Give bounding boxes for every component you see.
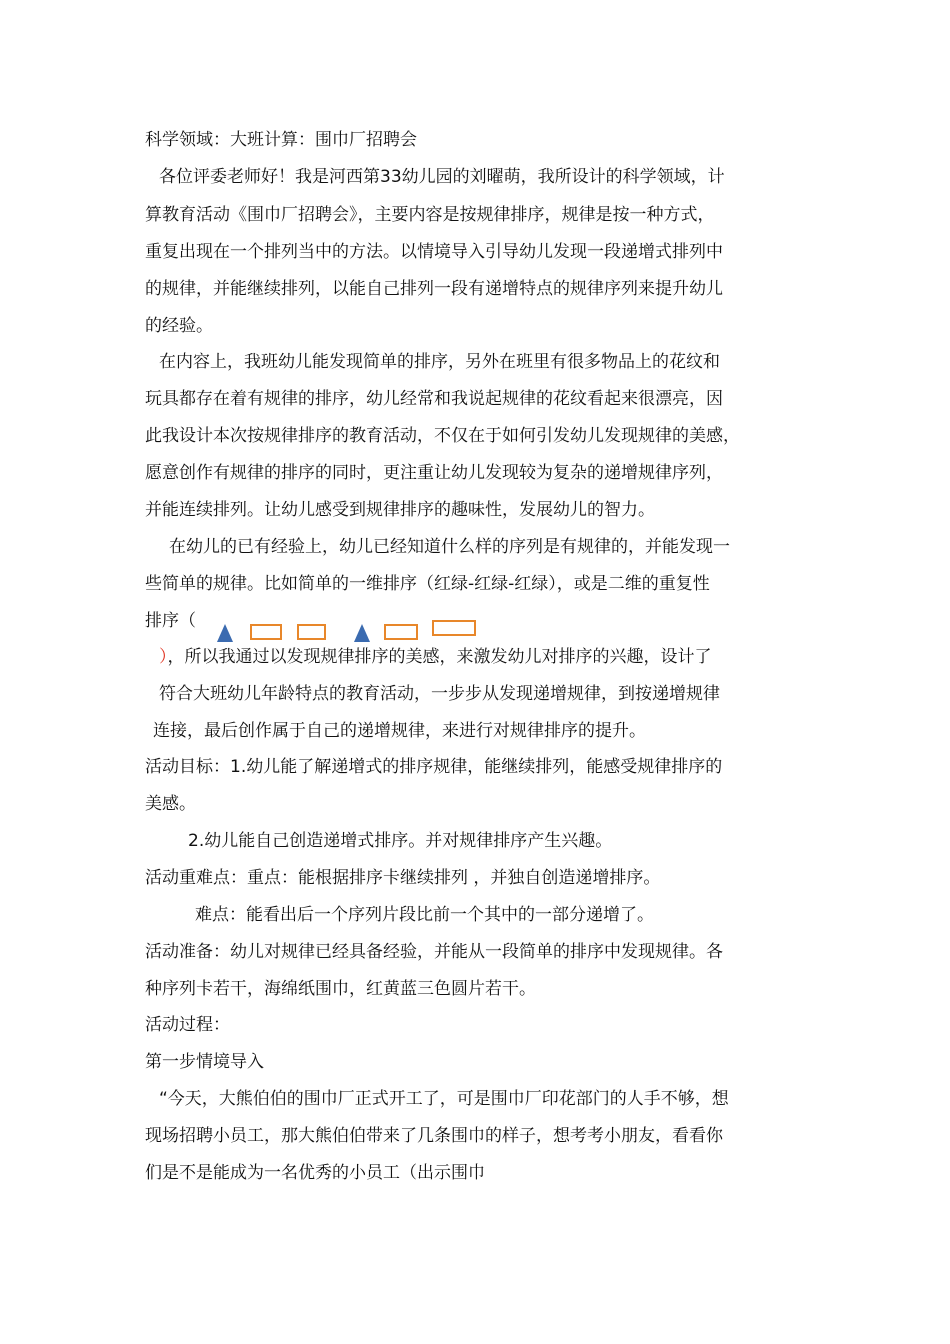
- goals-heading-line: 活动目标：1.幼儿能了解递增式的排序规律，能继续排列，能感受规律排序的: [145, 757, 723, 777]
- paragraph-line: 些简单的规律。比如简单的一维排序（红绿-红绿-红绿），或是二维的重复性: [145, 574, 710, 594]
- paragraph-line: ），所以我通过以发现规律排序的美感，来激发幼儿对排序的兴趣，设计了: [159, 647, 712, 667]
- paragraph-line: 现场招聘小员工，那大熊伯伯带来了几条围巾的样子，想考考小朋友，看看你: [145, 1126, 723, 1146]
- paragraph-line: 排序（: [145, 611, 196, 631]
- difficulty-line: 难点：能看出后一个序列片段比前一个其中的一部分递增了。: [195, 905, 654, 925]
- orange-rectangle-icon: [432, 620, 476, 636]
- paragraph-line: 算教育活动《围巾厂招聘会》，主要内容是按规律排序，规律是按一种方式，: [145, 205, 715, 225]
- paragraph-line: 的经验。: [145, 316, 213, 336]
- paragraph-line: 的规律，并能继续排列，以能自己排列一段有递增特点的规律序列来提升幼儿: [145, 279, 723, 299]
- paragraph-line: 并能连续排列。让幼儿感受到规律排序的趣味性，发展幼儿的智力。: [145, 500, 655, 520]
- key-points-line: 活动重难点：重点：能根据排序卡继续排列 ，并独自创造递增排序。: [145, 868, 661, 888]
- paragraph-line: 玩具都存在着有规律的排序，幼儿经常和我说起规律的花纹看起来很漂亮，因: [145, 389, 723, 409]
- step-heading: 第一步情境导入: [145, 1052, 264, 1072]
- blue-triangle-icon: [217, 624, 233, 642]
- orange-rectangle-icon: [384, 624, 418, 640]
- doc-title: 科学领域：大班计算：围巾厂招聘会: [145, 130, 417, 150]
- pattern-illustration: [212, 616, 492, 646]
- paragraph-line: 在幼儿的已有经验上，幼儿已经知道什么样的序列是有规律的，并能发现一: [169, 537, 730, 557]
- paragraph-line: 种序列卡若干，海绵纸围巾，红黄蓝三色圆片若干。: [145, 979, 536, 999]
- blue-triangle-icon: [354, 624, 370, 642]
- preparation-line: 活动准备：幼儿对规律已经具备经验，并能从一段简单的排序中发现规律。各: [145, 942, 723, 962]
- paragraph-line: “今天，大熊伯伯的围巾厂正式开工了，可是围巾厂印花部门的人手不够，想: [159, 1089, 729, 1109]
- process-heading: 活动过程：: [145, 1015, 230, 1035]
- paragraph-line: 各位评委老师好！我是河西第33幼儿园的刘曜萌，我所设计的科学领域，计: [159, 167, 725, 187]
- paragraph-line: 们是不是能成为一名优秀的小员工（出示围巾: [145, 1163, 485, 1183]
- closing-paren: ）: [159, 647, 168, 667]
- paragraph-line: 连接，最后创作属于自己的递增规律，来进行对规律排序的提升。: [153, 721, 646, 741]
- paragraph-line: 在内容上，我班幼儿能发现简单的排序，另外在班里有很多物品上的花纹和: [159, 352, 720, 372]
- orange-rectangle-icon: [250, 624, 282, 640]
- paragraph-line: 符合大班幼儿年龄特点的教育活动，一步步从发现递增规律，到按递增规律: [159, 684, 720, 704]
- paragraph-line: 此我设计本次按规律排序的教育活动，不仅在于如何引发幼儿发现规律的美感，: [145, 426, 740, 446]
- paragraph-line: 愿意创作有规律的排序的同时，更注重让幼儿发现较为复杂的递增规律序列，: [145, 463, 723, 483]
- paragraph-line: 美感。: [145, 794, 196, 814]
- goal-item: 2.幼儿能自己创造递增式排序。并对规律排序产生兴趣。: [188, 831, 613, 851]
- orange-rectangle-icon: [297, 624, 326, 640]
- paragraph-line: 重复出现在一个排列当中的方法。以情境导入引导幼儿发现一段递增式排列中: [145, 242, 723, 262]
